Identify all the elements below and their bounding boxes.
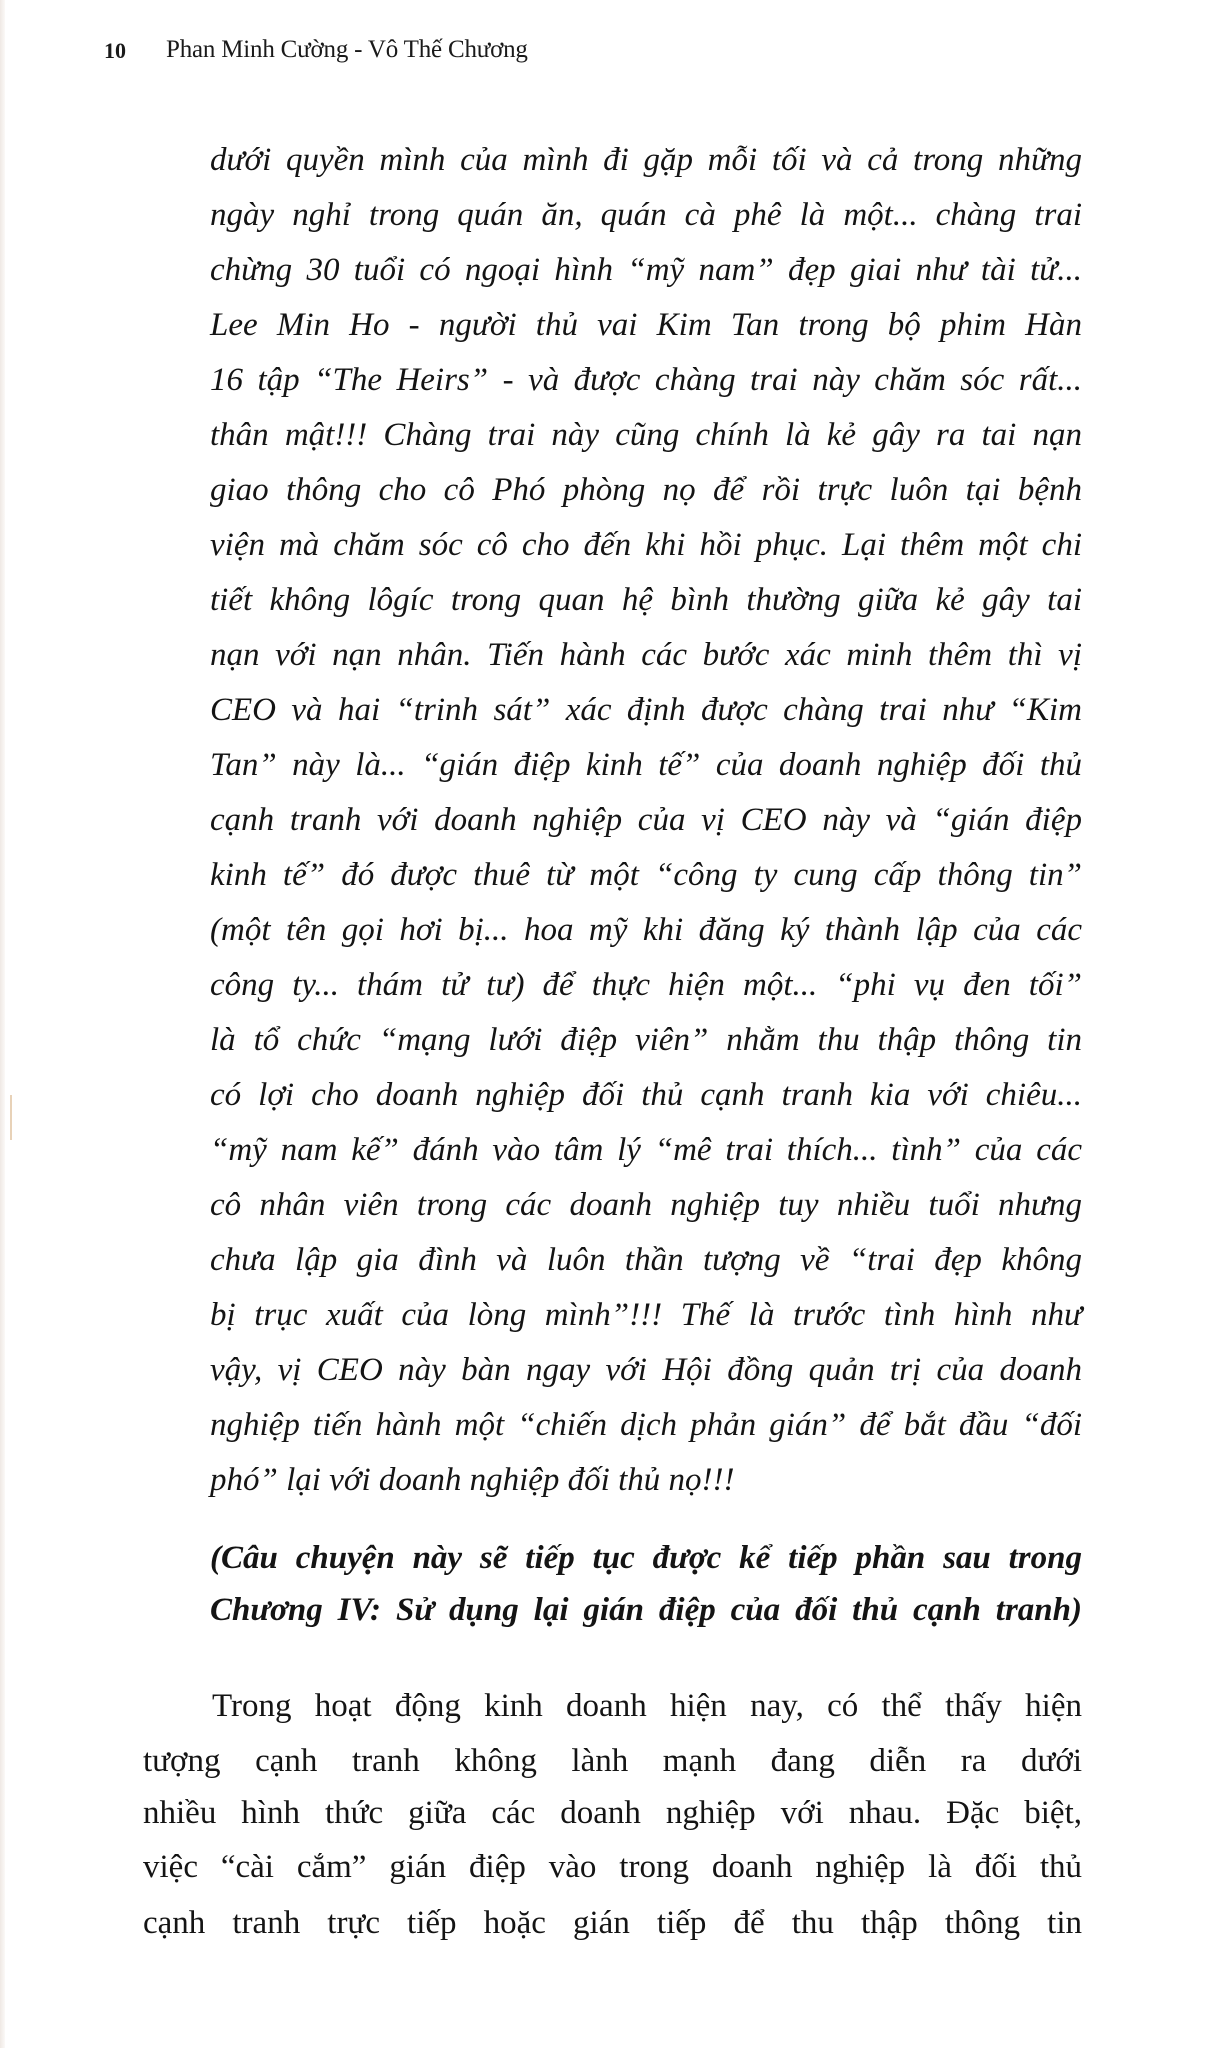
text-line: là tổ chức “mạng lưới điệp viên” nhằm thu thập thông tin <box>210 1022 1082 1058</box>
text-line: tượng cạnh tranh không lành mạnh đang diễn ra dưới <box>143 1743 1082 1779</box>
note-line: Chương IV: Sử dụng lại gián điệp của đối thủ cạnh tranh) <box>210 1592 1082 1628</box>
text-line: phó” lại với doanh nghiệp đối thủ nọ!!! <box>210 1462 735 1498</box>
running-head-authors: Phan Minh Cường - Vô Thế Chương <box>166 36 528 63</box>
text-line: 16 tập “The Heirs” - và được chàng trai này chăm sóc rất... <box>210 362 1082 398</box>
text-line: Tan” này là... “gián điệp kinh tế” của doanh nghiệp đối thủ <box>210 747 1082 783</box>
page-edge <box>0 0 5 2048</box>
text-line: cạnh tranh trực tiếp hoặc gián tiếp để thu thập thông tin <box>143 1905 1082 1941</box>
text-line: có lợi cho doanh nghiệp đối thủ cạnh tranh kia với chiêu... <box>210 1077 1082 1113</box>
text-line: dưới quyền mình của mình đi gặp mỗi tối và cả trong những <box>210 142 1082 178</box>
text-line: nhiều hình thức giữa các doanh nghiệp với nhau. Đặc biệt, <box>143 1795 1082 1831</box>
text-line: thân mật!!! Chàng trai này cũng chính là kẻ gây ra tai nạn <box>210 417 1082 453</box>
page-number: 10 <box>104 38 126 63</box>
text-line: bị trục xuất của lòng mình”!!! Thế là trước tình hình như <box>210 1297 1082 1333</box>
page-edge-mark <box>10 1095 12 1140</box>
text-line: chưa lập gia đình và luôn thần tượng về “trai đẹp không <box>210 1242 1082 1278</box>
text-line: ngày nghỉ trong quán ăn, quán cà phê là một... chàng trai <box>210 197 1082 233</box>
text-line: tiết không lôgíc trong quan hệ bình thường giữa kẻ gây tai <box>210 582 1082 618</box>
text-line: chừng 30 tuổi có ngoại hình “mỹ nam” đẹp giai như tài tử... <box>210 252 1082 288</box>
text-line: nghiệp tiến hành một “chiến dịch phản gián” để bắt đầu “đối <box>210 1407 1082 1443</box>
text-line: cạnh tranh với doanh nghiệp của vị CEO này và “gián điệp <box>210 802 1082 838</box>
text-line: Trong hoạt động kinh doanh hiện nay, có thể thấy hiện <box>212 1688 1082 1724</box>
text-line: vậy, vị CEO này bàn ngay với Hội đồng quản trị của doanh <box>210 1352 1082 1388</box>
text-line: (một tên gọi hơi bị... hoa mỹ khi đăng ký thành lập của các <box>210 912 1082 948</box>
text-line: giao thông cho cô Phó phòng nọ để rồi trực luôn tại bệnh <box>210 472 1082 508</box>
text-line: nạn với nạn nhân. Tiến hành các bước xác minh thêm thì vị <box>210 637 1082 673</box>
text-line: viện mà chăm sóc cô cho đến khi hồi phục. Lại thêm một chi <box>210 527 1082 563</box>
text-line: Lee Min Ho - người thủ vai Kim Tan trong bộ phim Hàn <box>210 307 1082 343</box>
text-line: kinh tế” đó được thuê từ một “công ty cung cấp thông tin” <box>210 857 1082 893</box>
text-line: “mỹ nam kế” đánh vào tâm lý “mê trai thích... tình” của các <box>210 1132 1082 1168</box>
text-line: công ty... thám tử tư) để thực hiện một... “phi vụ đen tối” <box>210 967 1082 1003</box>
text-line: cô nhân viên trong các doanh nghiệp tuy nhiều tuổi nhưng <box>210 1187 1082 1223</box>
text-line: việc “cài cắm” gián điệp vào trong doanh nghiệp là đối thủ <box>143 1849 1082 1885</box>
note-line: (Câu chuyện này sẽ tiếp tục được kể tiếp phần sau trong <box>210 1540 1082 1576</box>
text-line: CEO và hai “trinh sát” xác định được chàng trai như “Kim <box>210 692 1082 728</box>
